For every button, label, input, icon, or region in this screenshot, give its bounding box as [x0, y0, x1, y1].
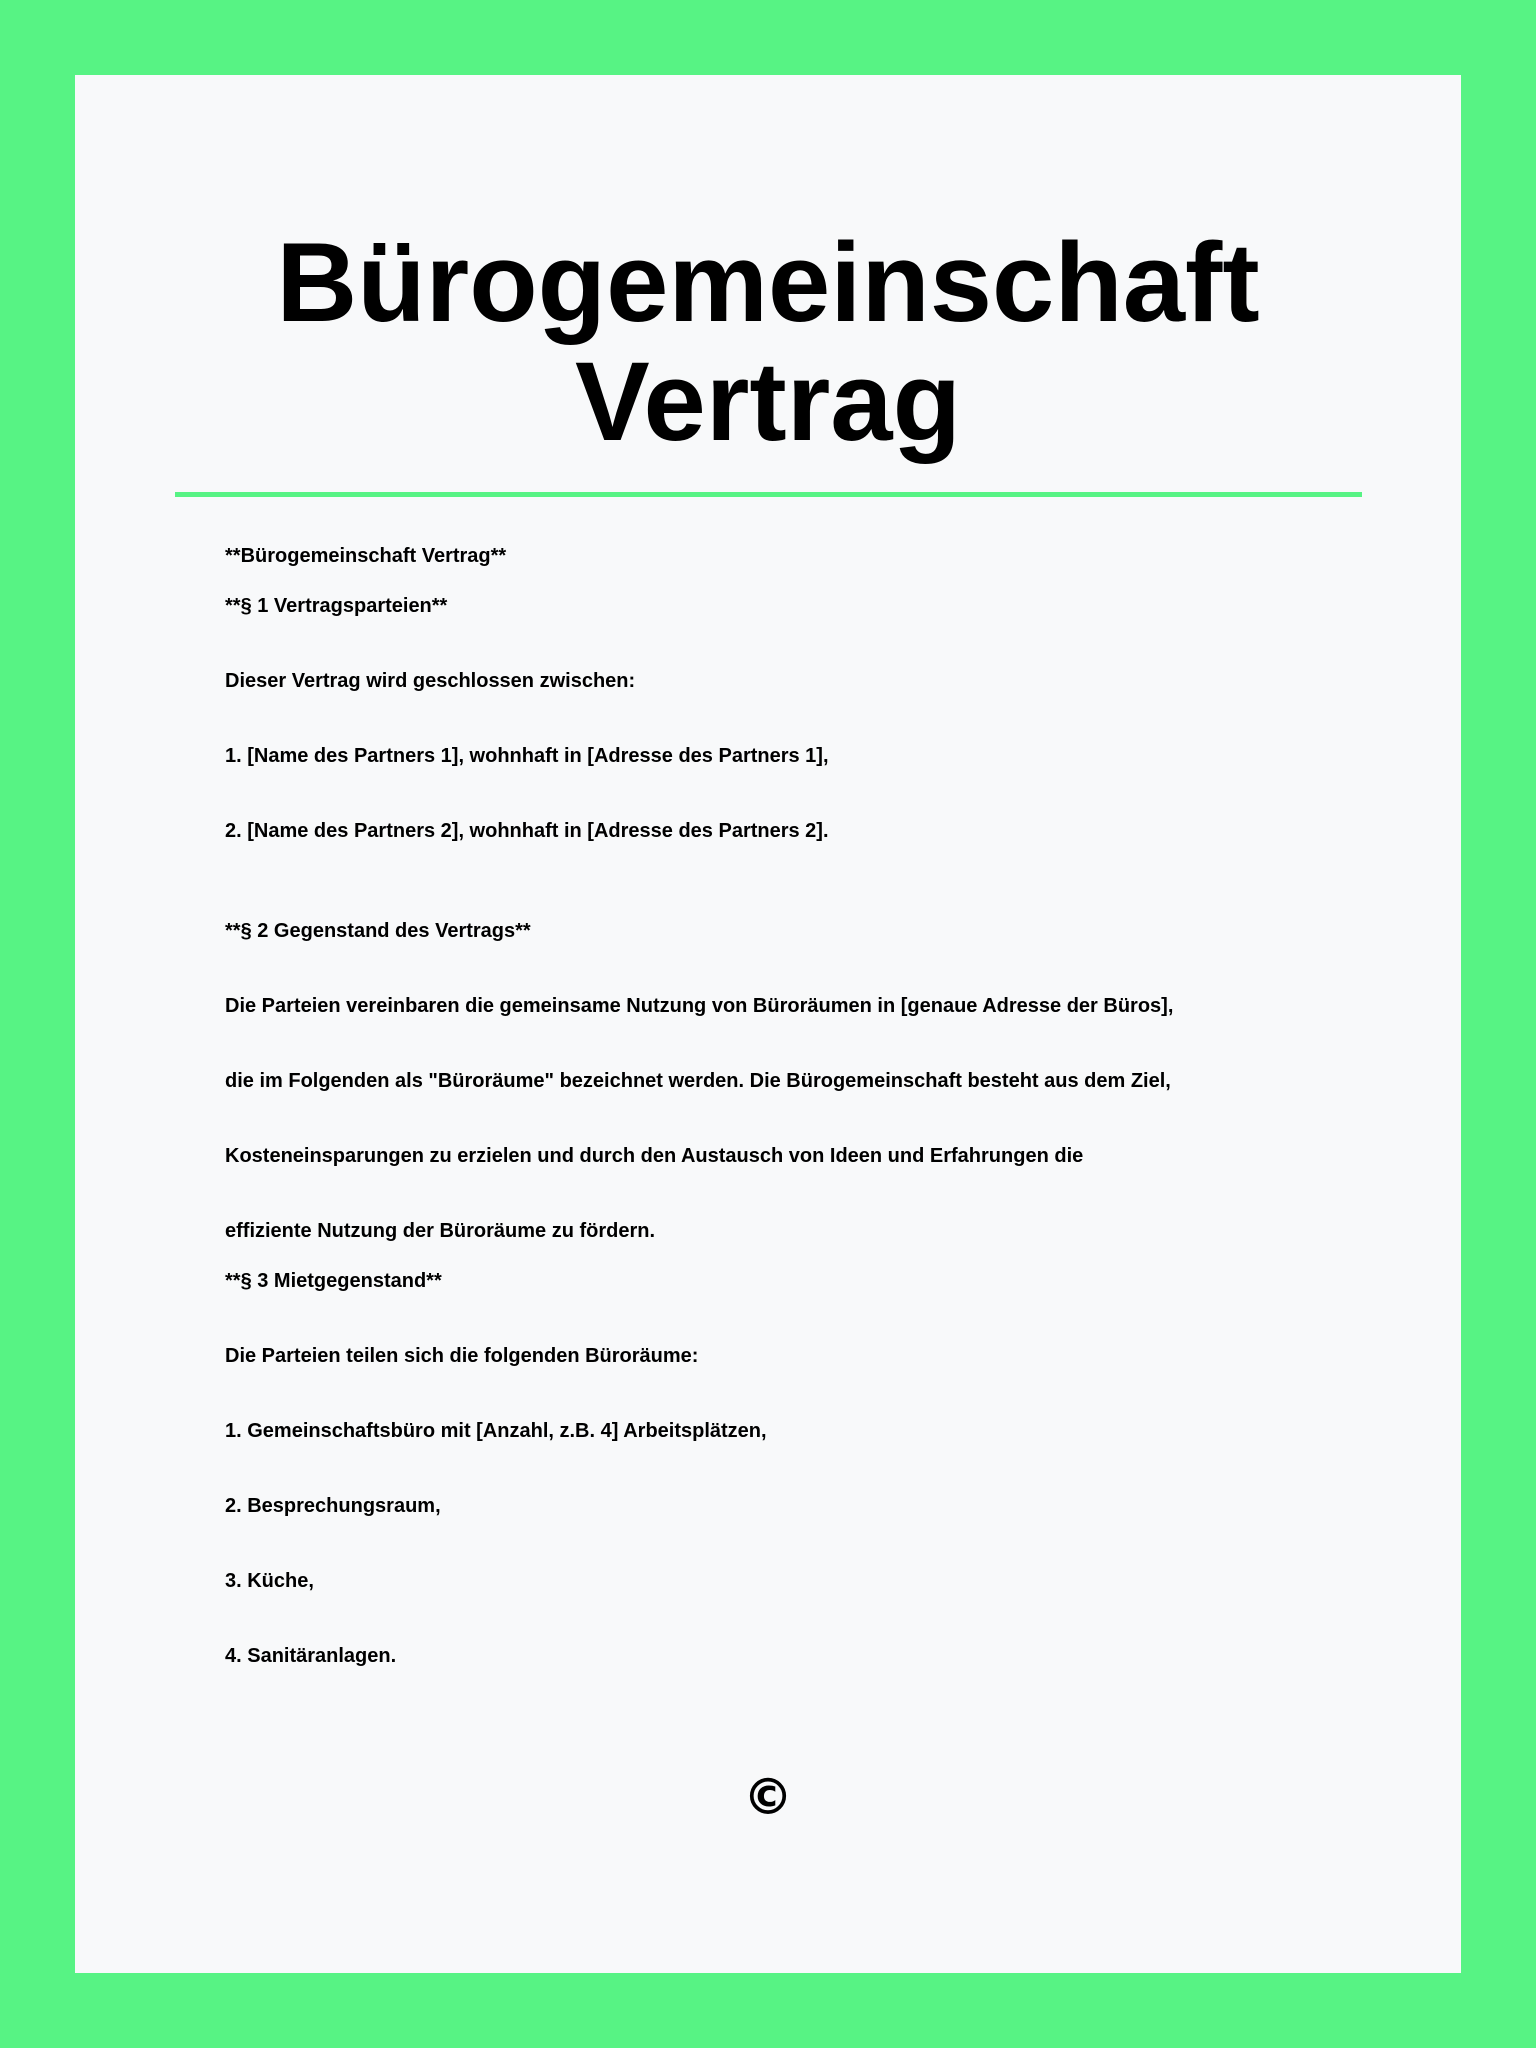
body-line: Dieser Vertrag wird geschlossen zwischen:	[225, 670, 636, 692]
contract-heading: **Bürogemeinschaft Vertrag**	[225, 545, 507, 567]
list-item: 2. Besprechungsraum,	[225, 1495, 441, 1517]
list-item: 3. Küche,	[225, 1570, 314, 1592]
body-line: 1. [Name des Partners 1], wohnhaft in [Adresse des Partners 1],	[225, 745, 829, 767]
section-3-heading: **§ 3 Mietgegenstand**	[225, 1270, 442, 1292]
document-title	[75, 220, 1461, 464]
body-line: Die Parteien teilen sich die folgenden Büroräume:	[225, 1345, 699, 1367]
body-line: effiziente Nutzung der Büroräume zu fördern.	[225, 1220, 656, 1242]
section-2-heading: **§ 2 Gegenstand des Vertrags**	[225, 920, 531, 942]
document-title-line-2: Vertrag	[575, 339, 961, 464]
body-line: 2. [Name des Partners 2], wohnhaft in [Adresse des Partners 2].	[225, 820, 829, 842]
list-item: 4. Sanitäranlagen.	[225, 1645, 397, 1667]
document-title-line-1: Bürogemeinschaft	[276, 220, 1260, 345]
body-line: Kosteneinsparungen zu erzielen und durch den Austausch von Ideen und Erfahrungen die	[225, 1145, 1084, 1167]
document-page	[75, 75, 1461, 1973]
section-1-heading: **§ 1 Vertragsparteien**	[225, 595, 448, 617]
copyright-icon: ©	[743, 1768, 793, 1826]
body-line: die im Folgenden als "Büroräume" bezeichnet werden. Die Bürogemeinschaft besteht aus dem Ziel,	[225, 1070, 1171, 1092]
title-divider	[175, 492, 1362, 497]
list-item: 1. Gemeinschaftsbüro mit [Anzahl, z.B. 4] Arbeitsplätzen,	[225, 1420, 767, 1442]
body-line: Die Parteien vereinbaren die gemeinsame Nutzung von Büroräumen in [genaue Adresse der Büros],	[225, 995, 1174, 1017]
